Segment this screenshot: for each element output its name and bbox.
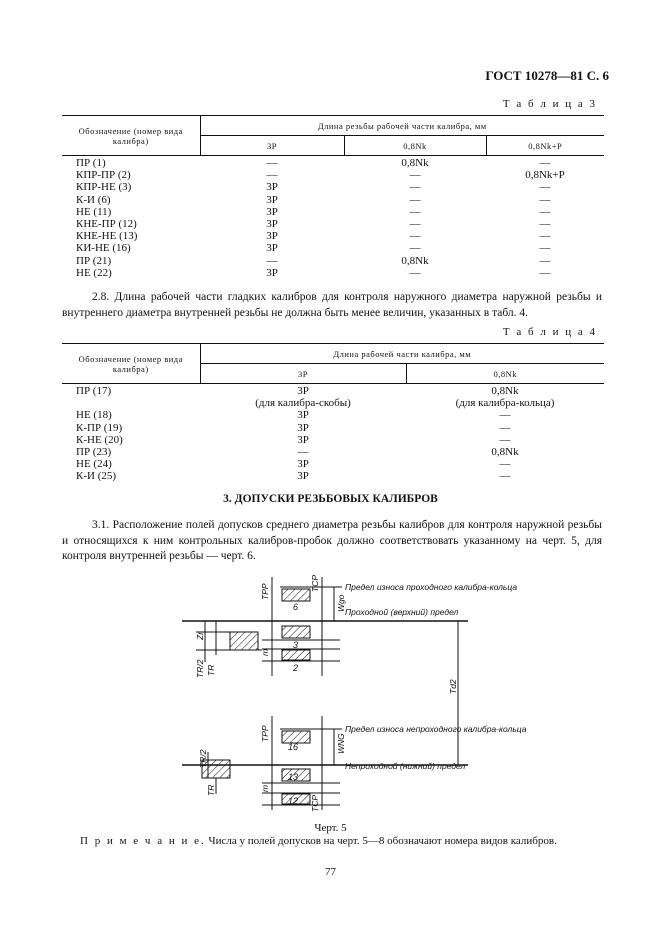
cell: — bbox=[499, 421, 511, 434]
cell: 0,8Nk bbox=[401, 157, 429, 169]
note bbox=[80, 835, 557, 847]
cell: — bbox=[409, 169, 421, 182]
cell: 3P bbox=[266, 218, 278, 231]
dim-label: Zr bbox=[195, 631, 205, 640]
table4-label: Т а б л и ц а 4 bbox=[502, 326, 597, 338]
cell: 3P bbox=[297, 470, 309, 483]
cell: — bbox=[539, 181, 551, 194]
section-title: 3. ДОПУСКИ РЕЗЬБОВЫХ КАЛИБРОВ bbox=[223, 493, 438, 505]
cell: — bbox=[499, 458, 511, 471]
dim-label: WNG bbox=[336, 733, 346, 754]
dim-label: TR/2 bbox=[198, 749, 208, 768]
cell: 0,8Nk bbox=[491, 385, 519, 397]
cell: — bbox=[499, 433, 511, 446]
table4-head-designation: Обозначение (номер вида калибра) bbox=[62, 344, 200, 384]
dim-label: TR bbox=[206, 784, 216, 796]
zone-6 bbox=[282, 589, 310, 601]
cell: 3P bbox=[266, 205, 278, 218]
cell: — bbox=[266, 157, 278, 169]
note-word: П р и м е ч а н и е. bbox=[80, 835, 206, 847]
label-wear-ne: Предел износа непроходного калибра-кольца bbox=[345, 724, 527, 734]
table3-head-length: Длина резьбы рабочей части калибра, мм bbox=[200, 116, 604, 136]
cell: 0,8Nk bbox=[491, 446, 519, 459]
cell: — bbox=[499, 470, 511, 483]
cell: — bbox=[409, 193, 421, 206]
cell: К-И (25) bbox=[76, 470, 117, 483]
label-upper-limit: Проходной (верхний) предел bbox=[345, 607, 459, 617]
dim-label: TPP bbox=[260, 725, 270, 742]
cell: ПР (23) bbox=[76, 446, 112, 459]
cell: КНЕ-ПР (12) bbox=[76, 218, 137, 231]
cell: 3P bbox=[297, 433, 309, 446]
cell: К-И (6) bbox=[76, 193, 111, 206]
dim-label: m bbox=[260, 648, 270, 656]
zone-num: 16 bbox=[288, 742, 299, 752]
cell: (для калибра-скобы) bbox=[255, 397, 351, 410]
cell: — bbox=[266, 254, 278, 267]
table4-head-length: Длина рабочей части калибра, мм bbox=[200, 344, 604, 364]
cell: — bbox=[409, 230, 421, 243]
cell: — bbox=[409, 266, 421, 279]
cell: — bbox=[409, 242, 421, 255]
cell: 3P bbox=[297, 409, 309, 422]
dim-label: TCP bbox=[310, 575, 320, 592]
cell: КПР-НЕ (3) bbox=[76, 181, 132, 194]
zone-num: 3 bbox=[293, 640, 299, 650]
doc-header: ГОСТ 10278—81 С. 6 bbox=[485, 68, 609, 83]
table4-subcol: 0,8Nk bbox=[406, 364, 604, 384]
cell: (для калибра-кольца) bbox=[455, 397, 555, 410]
cell: — bbox=[409, 181, 421, 194]
table3-subcol: 0,8Nk bbox=[344, 136, 486, 156]
cell: — bbox=[539, 193, 551, 206]
cell: — bbox=[539, 157, 551, 169]
zone-num: 12 bbox=[288, 796, 299, 806]
cell: — bbox=[539, 242, 551, 255]
cell: — bbox=[409, 218, 421, 231]
dim-label: Td2 bbox=[448, 679, 458, 694]
cell: НЕ (11) bbox=[76, 205, 112, 218]
dim-label: TR bbox=[206, 664, 216, 676]
cell: К-ПР (19) bbox=[76, 421, 123, 434]
cell: КПР-ПР (2) bbox=[76, 169, 131, 182]
cell: 3P bbox=[266, 266, 278, 279]
cell: КИ-НЕ (16) bbox=[76, 242, 131, 255]
cell: 3P bbox=[266, 181, 278, 194]
cell: — bbox=[499, 409, 511, 422]
cell: ПР (17) bbox=[76, 385, 112, 397]
cell: 3P bbox=[266, 242, 278, 255]
cell: — bbox=[539, 230, 551, 243]
cell: 0,8Nk bbox=[401, 254, 429, 267]
paragraph-2-8: 2.8. Длина рабочей части гладких калибров для контроля наружного диаметра наружной резьбы и внутреннего диаметра внутренней резьбы не должна быть менее величин, указанных в табл. 4. bbox=[62, 291, 602, 319]
cell: НЕ (18) bbox=[76, 409, 112, 422]
cell: ПР (21) bbox=[76, 254, 112, 267]
cell: К-НЕ (20) bbox=[76, 433, 123, 446]
cell: 3P bbox=[297, 421, 309, 434]
zone-gauge bbox=[230, 632, 258, 650]
dim-label: m bbox=[260, 784, 270, 792]
cell: 3P bbox=[297, 385, 309, 397]
zone-num: 6 bbox=[293, 602, 299, 612]
cell: — bbox=[539, 266, 551, 279]
cell: — bbox=[539, 205, 551, 218]
zone-3 bbox=[282, 626, 310, 638]
cell: — bbox=[409, 205, 421, 218]
table3-head-designation: Обозначение (номер вида калибра) bbox=[62, 116, 200, 156]
cell: — bbox=[539, 254, 551, 267]
label-lower-limit: Непроходной (нижний) предел bbox=[345, 761, 466, 771]
cell: 3P bbox=[266, 193, 278, 206]
cell: — bbox=[266, 169, 278, 182]
cell: — bbox=[539, 218, 551, 231]
dim-label: Wgo bbox=[336, 594, 346, 612]
cell: 3P bbox=[297, 458, 309, 471]
cell: 3P bbox=[266, 230, 278, 243]
cell: НЕ (22) bbox=[76, 266, 112, 279]
page-number: 77 bbox=[325, 866, 336, 878]
cell: — bbox=[297, 446, 309, 459]
zone-2 bbox=[282, 650, 310, 660]
zone-num: 13 bbox=[288, 772, 299, 782]
note-text: Числа у полей допусков на черт. 5—8 обозначают номера видов калибров. bbox=[208, 835, 557, 847]
cell: КНЕ-НЕ (13) bbox=[76, 230, 138, 243]
zone-num: 2 bbox=[293, 663, 299, 673]
table3-subcol: 0,8Nk+P bbox=[486, 136, 604, 156]
table3-label: Т а б л и ц а 3 bbox=[502, 98, 597, 110]
label-wear-pr: Предел износа проходного калибра-кольца bbox=[345, 582, 518, 592]
cell: 0,8Nk+P bbox=[525, 169, 565, 182]
table3-subcol: 3P bbox=[200, 136, 344, 156]
paragraph-3-1: 3.1. Расположение полей допусков среднего диаметра резьбы калибров для контроля наружной резьбы и относящихся к ним контрольных калибров-пробок должно соответствовать указанному на черт. 5, для контроля внутренней резьбы — черт. 6. bbox=[62, 519, 602, 562]
cell: НЕ (24) bbox=[76, 458, 112, 471]
dim-label: TPP bbox=[260, 583, 270, 600]
figure-caption: Черт. 5 bbox=[314, 822, 347, 834]
dim-label: TR/2 bbox=[195, 659, 205, 678]
cell: ПР (1) bbox=[76, 157, 106, 169]
table4-subcol: 3P bbox=[200, 364, 406, 384]
dim-label: TCP bbox=[310, 795, 320, 812]
